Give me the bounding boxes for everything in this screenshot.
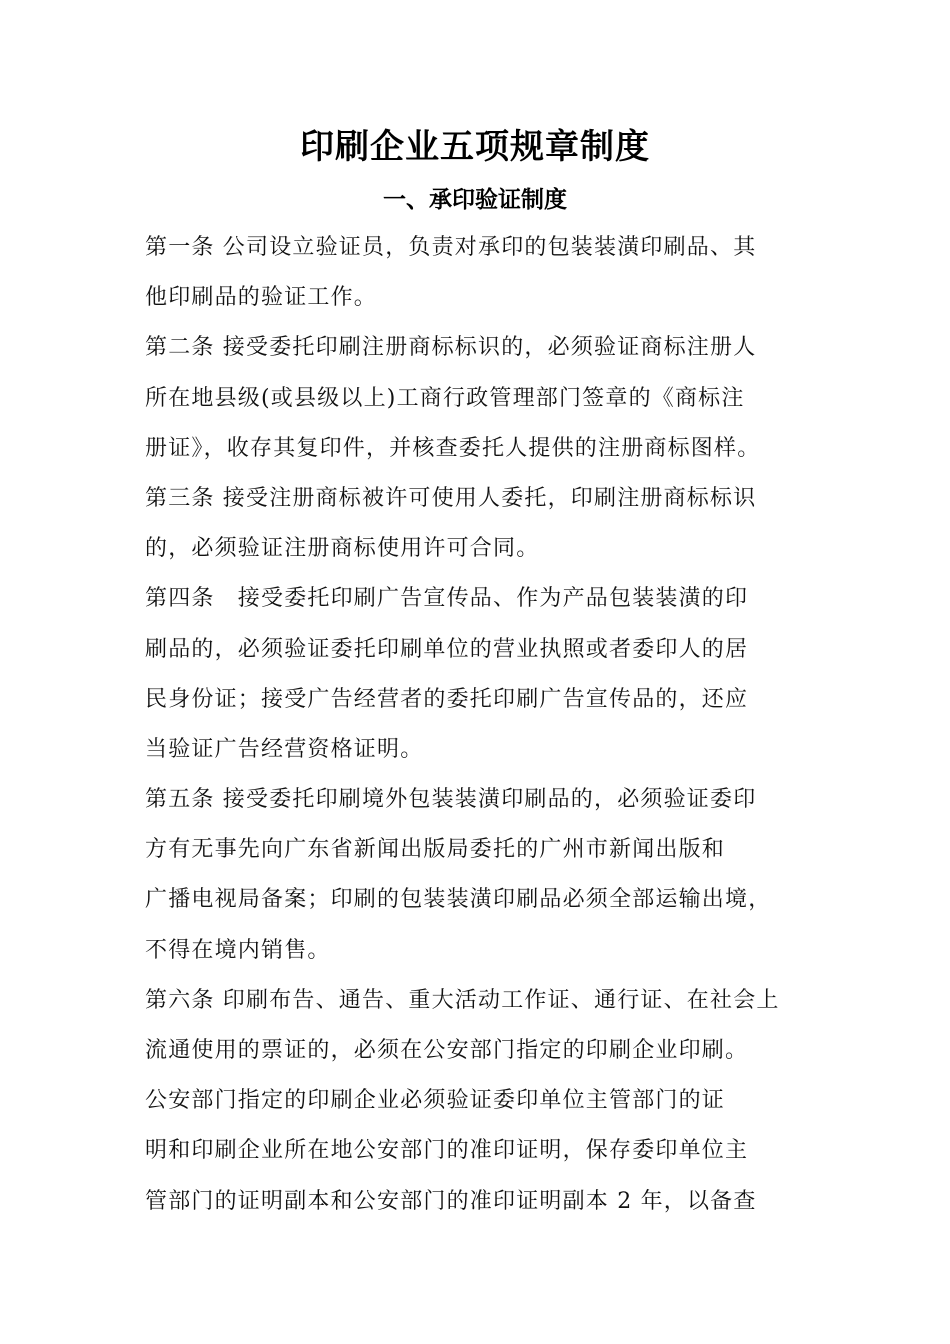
body-line: 的，必须验证注册商标使用许可合同。 xyxy=(145,536,540,562)
body-line: 刷品的，必须验证委托印刷单位的营业执照或者委印人的居 xyxy=(145,636,749,662)
section-heading: 一、承印验证制度 xyxy=(383,187,567,213)
document-title: 印刷企业五项规章制度 xyxy=(300,127,650,167)
body-line: 他印刷品的验证工作。 xyxy=(145,285,378,311)
body-line: 第五条 接受委托印刷境外包装装潢印刷品的，必须验证委印 xyxy=(145,787,757,813)
document-body xyxy=(145,223,815,1227)
body-line: 第三条 接受注册商标被许可使用人委托，印刷注册商标标识 xyxy=(145,485,757,511)
body-line: 流通使用的票证的，必须在公安部门指定的印刷企业印刷。 xyxy=(145,1038,749,1063)
body-line: 第二条 接受委托印刷注册商标标识的，必须验证商标注册人 xyxy=(145,335,757,361)
body-line: 不得在境内销售。 xyxy=(145,937,331,963)
body-line: 第六条 印刷布告、通告、重大活动工作证、通行证、在社会上 xyxy=(145,987,780,1013)
body-line: 管部门的证明副本和公安部门的准印证明副本 2 年，以备查 xyxy=(145,1188,757,1214)
body-line: 当验证广告经营资格证明。 xyxy=(145,736,424,762)
body-line: 民身份证；接受广告经营者的委托印刷广告宣传品的，还应 xyxy=(145,686,749,712)
body-line: 广播电视局备案；印刷的包装装潢印刷品必须全部运输出境， xyxy=(145,887,772,913)
body-line: 所在地县级(或县级以上)工商行政管理部门签章的《商标注 xyxy=(145,385,745,411)
body-line: 方有无事先向广东省新闻出版局委托的广州市新闻出版和 xyxy=(145,837,726,863)
body-line: 册证》，收存其复印件，并核查委托人提供的注册商标图样。 xyxy=(145,435,761,461)
body-line: 第一条 公司设立验证员，负责对承印的包装装潢印刷品、其 xyxy=(145,235,757,260)
body-line: 明和印刷企业所在地公安部门的准印证明，保存委印单位主 xyxy=(145,1138,749,1164)
body-line: 第四条 接受委托印刷广告宣传品、作为产品包装装潢的印 xyxy=(145,586,749,612)
body-line: 公安部门指定的印刷企业必须验证委印单位主管部门的证 xyxy=(145,1088,726,1114)
